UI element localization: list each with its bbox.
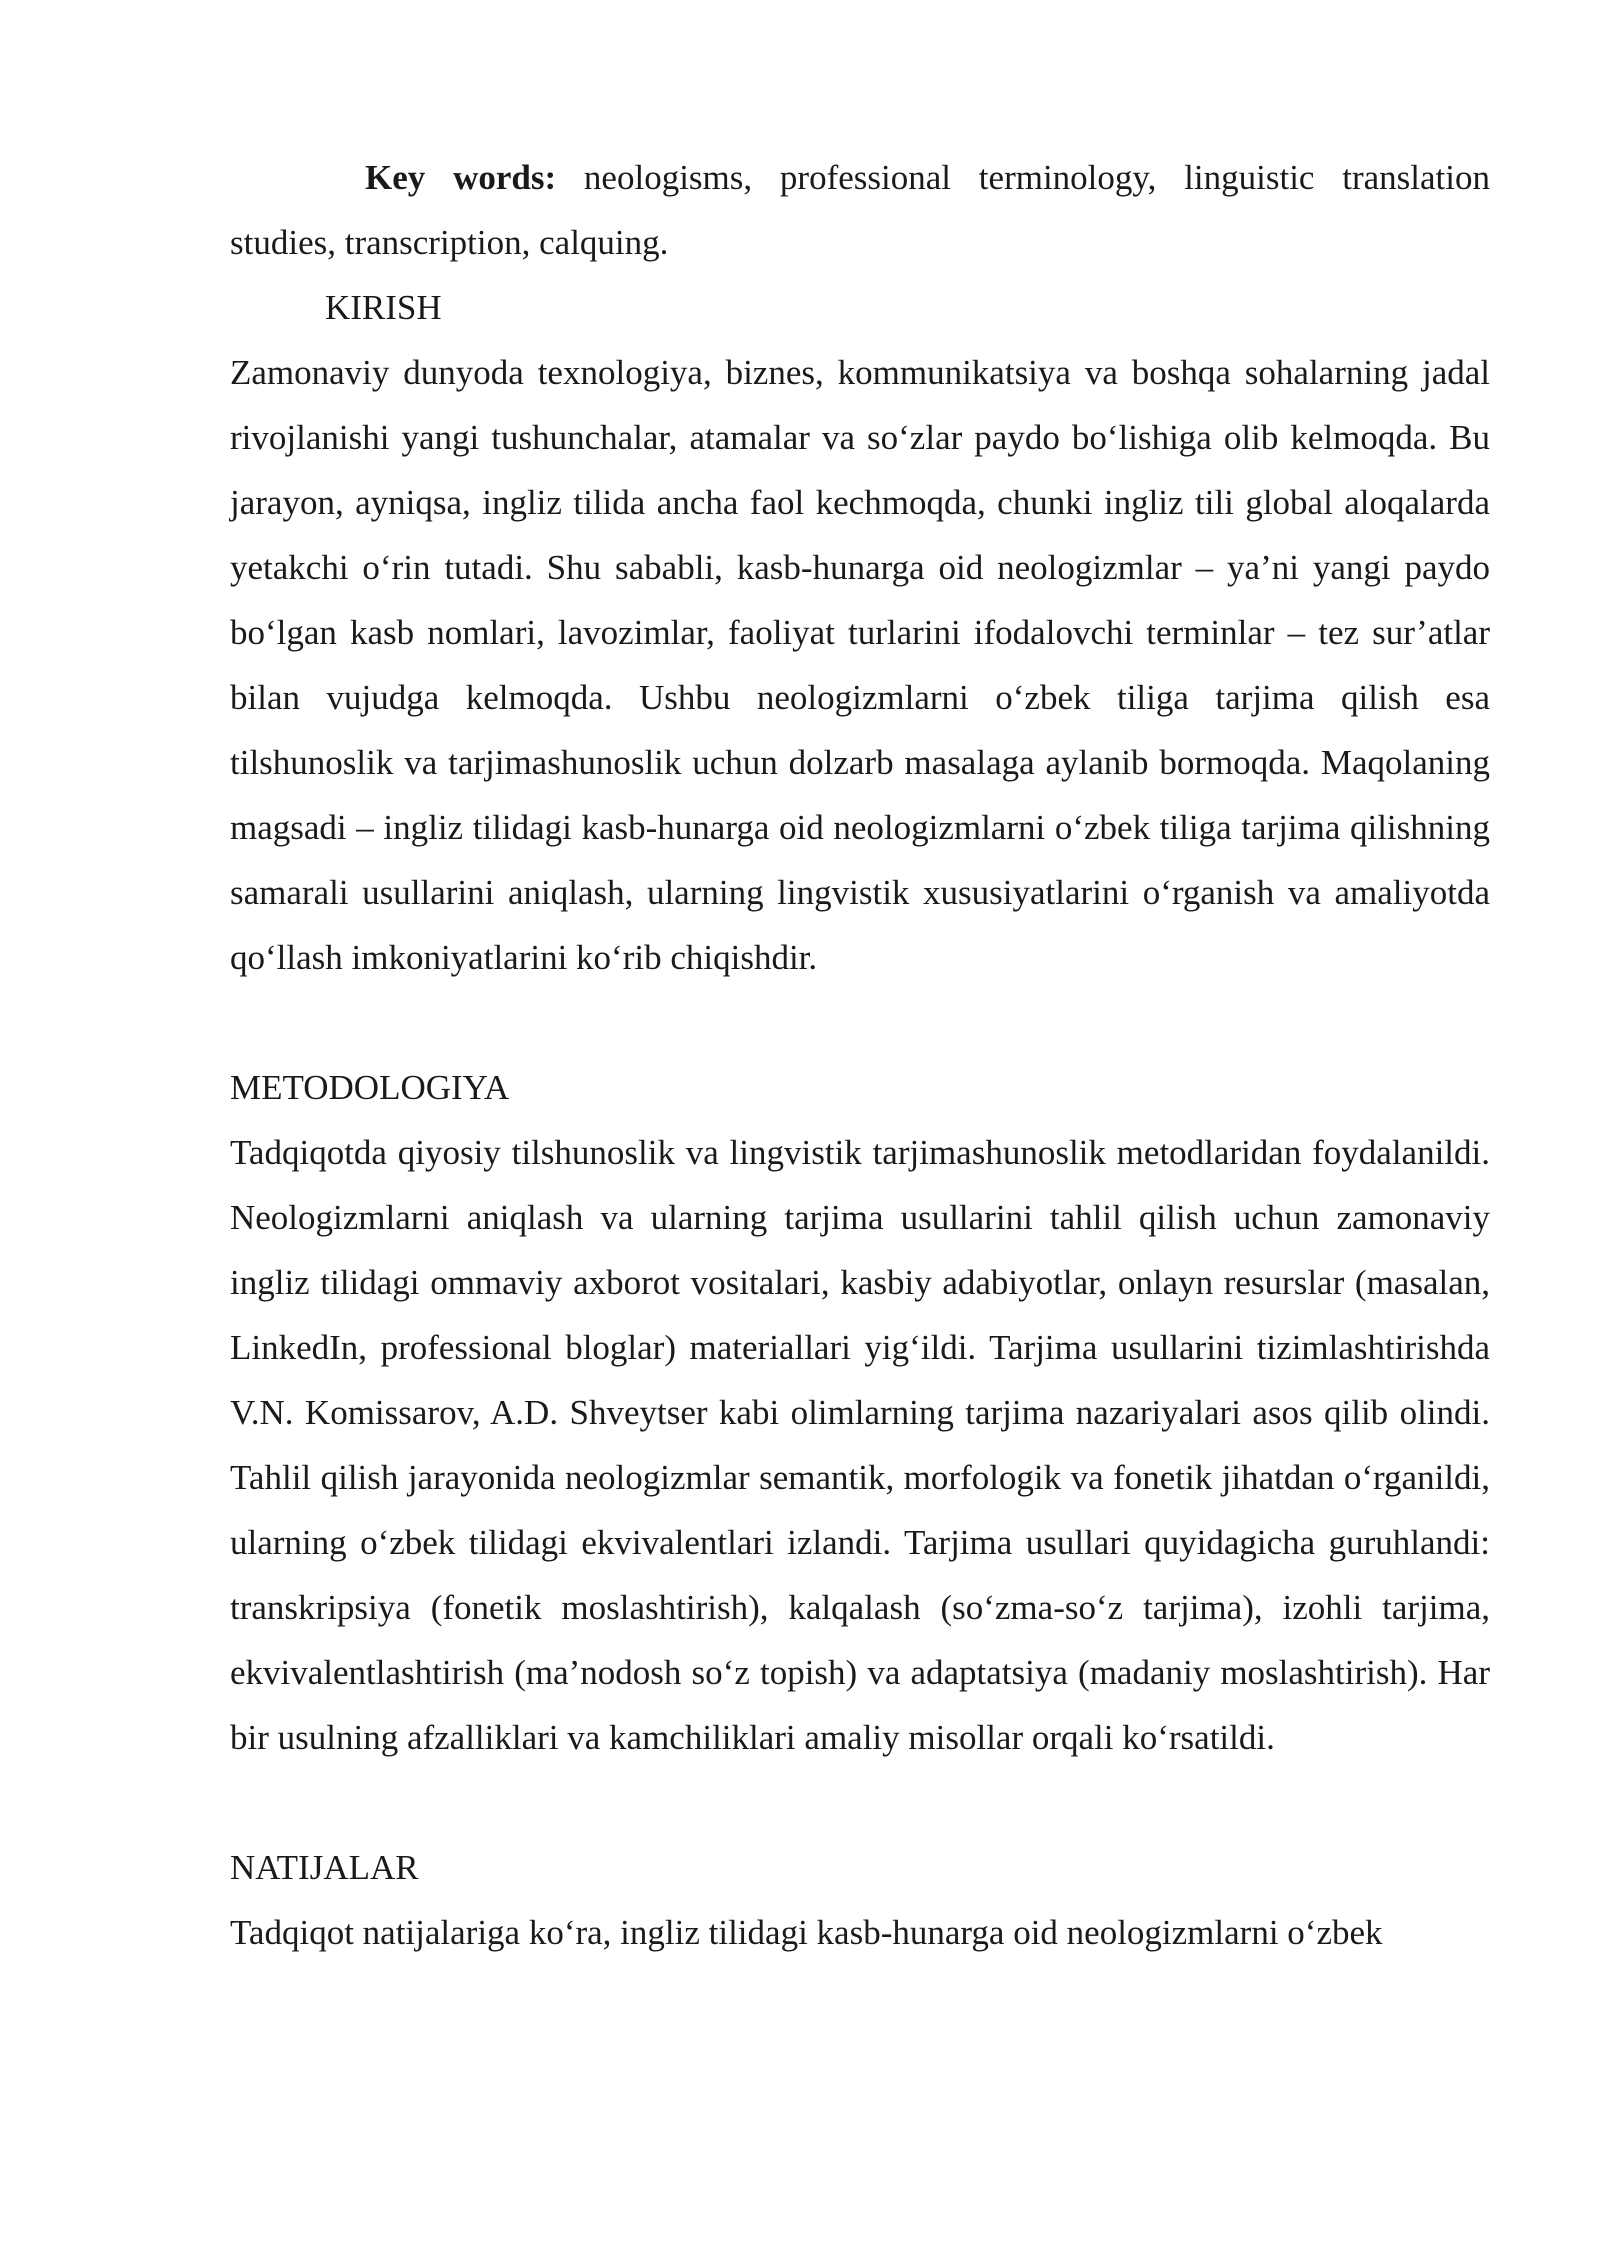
section-heading-natijalar: NATIJALAR	[230, 1848, 419, 1887]
section-heading-metodologiya: METODOLOGIYA	[230, 1068, 510, 1107]
section-body-natijalar: Tadqiqot natijalariga ko‘ra, ingliz tilidagi kasb-hunarga oid neologizmlarni o‘zbek	[230, 1913, 1383, 1952]
section-heading-kirish: KIRISH	[325, 288, 442, 327]
document-content	[230, 145, 1490, 1965]
paragraph-spacer	[230, 1770, 1490, 1835]
keywords-paragraph	[230, 145, 1490, 275]
section-body-kirish: Zamonaviy dunyoda texnologiya, biznes, kommunikatsiya va boshqa sohalarning jadal rivojlanishi yangi tushunchalar, atamalar va so‘zlar paydo bo‘lishiga olib kelmoqda. Bu jarayon, ayniqsa, ingliz tilida ancha faol kechmoqda, chunki ingliz tili global aloqalarda yetakchi o‘rin tutadi. Shu sababli, kasb-hunarga oid neologizmlar – ya’ni yangi paydo bo‘lgan kasb nomlari, lavozimlar, faoliyat turlarini ifodalovchi terminlar – tez sur’atlar bilan vujudga kelmoqda. Ushbu neologizmlarni o‘zbek tiliga tarjima qilish esa tilshunoslik va tarjimashunoslik uchun dolzarb masalaga aylanib bormoqda. Maqolaning magsadi – ingliz tilidagi kasb-hunarga oid neologizmlarni o‘zbek tiliga tarjima qilishning samarali usullarini aniqlash, ularning lingvistik xususiyatlarini o‘rganish va amaliyotda qo‘llash imkoniyatlarini ko‘rib chiqishdir.	[230, 353, 1490, 977]
keywords-text: neologisms, professional terminology, linguistic translation studies, transcription, calquing.	[230, 158, 1490, 262]
section-body-metodologiya: Tadqiqotda qiyosiy tilshunoslik va lingvistik tarjimashunoslik metodlaridan foydalanildi. Neologizmlarni aniqlash va ularning tarjima usullarini tahlil qilish uchun zamonaviy ingliz tilidagi ommaviy axborot vositalari, kasbiy adabiyotlar, onlayn resurslar (masalan, LinkedIn, professional bloglar) materiallari yig‘ildi. Tarjima usullarini tizimlashtirishda V.N. Komissarov, A.D. Shveytser kabi olimlarning tarjima nazariyalari asos qilib olindi. Tahlil qilish jarayonida neologizmlar semantik, morfologik va fonetik jihatdan o‘rganildi, ularning o‘zbek tilidagi ekvivalentlari izlandi. Tarjima usullari quyidagicha guruhlandi: transkripsiya (fonetik moslashtirish), kalqalash (so‘zma-so‘z tarjima), izohli tarjima, ekvivalentlashtirish (ma’nodosh so‘z topish) va adaptatsiya (madaniy moslashtirish). Har bir usulning afzalliklari va kamchiliklari amaliy misollar orqali ko‘rsatildi.	[230, 1133, 1490, 1757]
keywords-label: Key words:	[365, 158, 557, 197]
paragraph-spacer	[230, 990, 1490, 1055]
